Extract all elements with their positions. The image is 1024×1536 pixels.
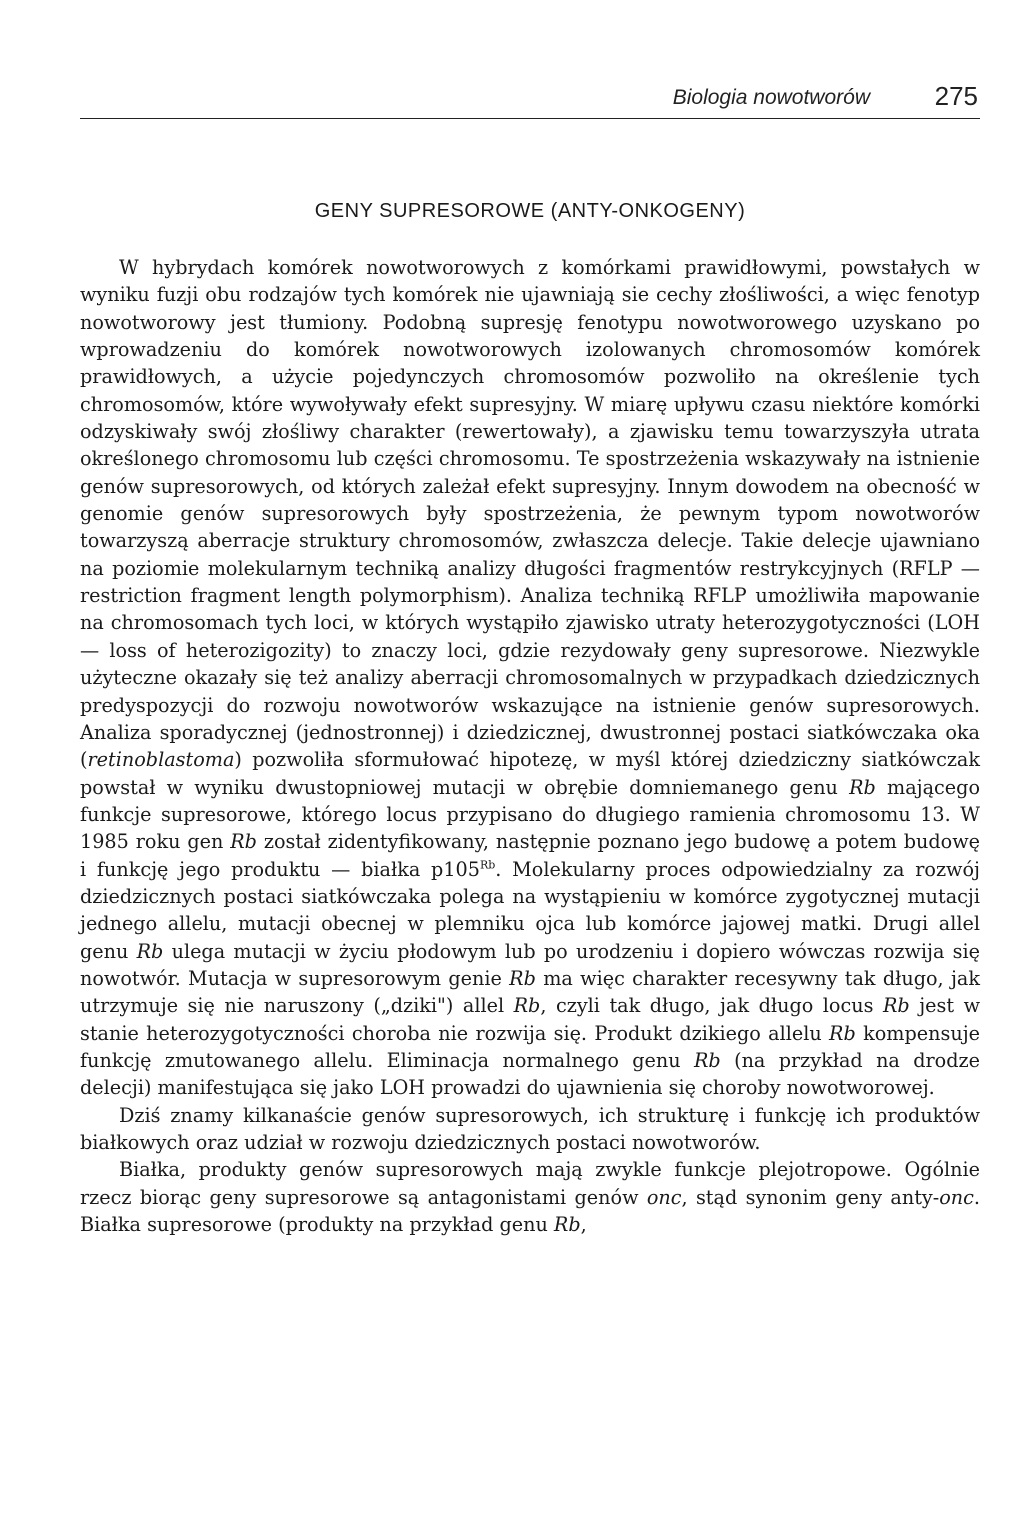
text-run: , czyli tak długo, jak długo locus [540, 994, 883, 1018]
page-number: 275 [934, 81, 978, 111]
text-run: kompensuje funkcję zmutowanego allelu. Eliminacja normalnego genu [80, 1021, 980, 1072]
gene-name: onc [646, 1185, 682, 1209]
text-run: ulega mutacji w życiu płodowym lub po urodzeniu i dopiero wówczas rozwija się nowotwór. Mutacja w supresorowym genie [80, 939, 981, 990]
gene-name: Rb [829, 1021, 856, 1045]
section-heading: GENY SUPRESOROWE (ANTY-ONKOGENY) [314, 200, 746, 222]
paragraph [80, 1102, 980, 1157]
text-run: ) pozwoliła sformułować hipotezę, w myśl której dziedziczny siatkówczak powstał w wyniku dwustopniowej mutacji w obrębie domniemanego genu [80, 748, 980, 799]
text-run: Białka, produkty genów supresorowych mają zwykle funkcje plejotropowe. Ogólnie rzecz biorąc geny supresorowe są antagonistami genów [80, 1158, 980, 1209]
gene-name: Rb [553, 1213, 581, 1237]
text-run: (na przykład na drodze delecji) manifestująca się jako LOH prowadzi do ujawnienia się choroby nowotworowej. [80, 1048, 980, 1100]
text-run: mającego funkcje supresorowe, którego locus przypisano do długiego ramienia chromosomu 13. W 1985 roku gen [80, 775, 980, 854]
text-run: . Białka supresorowe (produkty na przykład genu [80, 1185, 980, 1237]
running-header [80, 81, 980, 119]
paragraph [80, 1156, 980, 1238]
gene-name: Rb [509, 966, 536, 990]
text-run: został zidentyfikowany, następnie poznano jego budowę a potem budowę i funkcję jego produktu — białka p105 [80, 830, 980, 881]
gene-name: Rb [230, 830, 257, 854]
paragraph [80, 254, 980, 1102]
text-run: Dziś znamy kilkanaście genów supresorowych, ich strukturę i funkcję ich produktów białkowych oraz udział w rozwoju dziedzicznych postaci nowotworów. [80, 1103, 980, 1154]
gene-name: Rb [849, 775, 876, 799]
text-run: W hybrydach komórek nowotworowych z komórkami prawidłowymi, powstałych w wyniku fuzji obu rodzajów tych komórek nie ujawniają sie cechy złośliwości, a więc fenotyp nowotworowy jest tłumiony. Podobną supresję fenotypu nowotworowego uzyskano po wprowadzeniu do komórek nowotworowych izolowanych chromosomów komórek prawidłowych, a użycie pojedynczych chromosomów pozwoliło na określenie tych chromosomów, które wywoływały efekt supresyjny. W miarę upływu czasu niektóre komórki odzyskiwały swój złośliwy charakter (rewertowały), a zjawisku temu towarzyszyła utrata określonego chromosomu lub części chromosomu. Te spostrzeżenia wskazywały na istnienie genów supresorowych, od których zależał efekt supresyjny. Innym dowodem na obecność w genomie genów supresorowych były spostrzeżenia, że pewnym typom nowotworów towarzyszą aberracje struktury chromosomów, zwłaszcza delecje. Takie delecje ujawniano na poziomie molekularnym techniką analizy długości fragmentów restrykcyjnych (RFLP — restriction fragment length polymorphism). Analiza techniką RFLP umożliwiła mapowanie na chromosomach tych loci, w których wystąpiło zjawisko utraty heterozygotyczności (LOH — loss of heterozigozity) to znaczy loci, gdzie rezydowały geny supresorowe. Niezwykle użyteczne okazały się też analizy aberracji chromosomalnych w przypadkach dziedzicznych predyspozycji do rozwoju nowotworów wskazujące na istnienie genów supresorowych. Analiza sporadycznej (jednostronnej) i dziedzicznej, dwustronnej postaci siatkówczaka oka ( [80, 256, 980, 772]
text-run: , [580, 1213, 587, 1237]
gene-name: Rb [882, 994, 910, 1018]
italic-term: retinoblastoma [87, 748, 235, 772]
text-run: , stąd synonim geny anty- [681, 1185, 940, 1209]
running-title: Biologia nowotworów [672, 86, 870, 109]
gene-name: onc [939, 1185, 974, 1209]
text-run: ma więc charakter recesywny tak długo, jak utrzymuje się nie naruszony („dziki") allel [80, 966, 980, 1018]
gene-name: Rb [513, 994, 541, 1018]
text-run: . Molekularny proces odpowiedzialny za rozwój dziedzicznych postaci siatkówczaka polega na wystąpieniu w komórce zygotycznej mutacji jednego allelu, mutacji obecnej w plemniku ojca lub komórce jajowej matki. Drugi allel genu [80, 857, 980, 963]
gene-name: Rb [693, 1048, 721, 1072]
superscript: Rb [479, 858, 496, 872]
body-text [80, 254, 980, 1238]
gene-name: Rb [136, 939, 164, 963]
text-run: jest w stanie heterozygotyczności choroba nie rozwija się. Produkt dzikiego allelu [80, 994, 981, 1045]
